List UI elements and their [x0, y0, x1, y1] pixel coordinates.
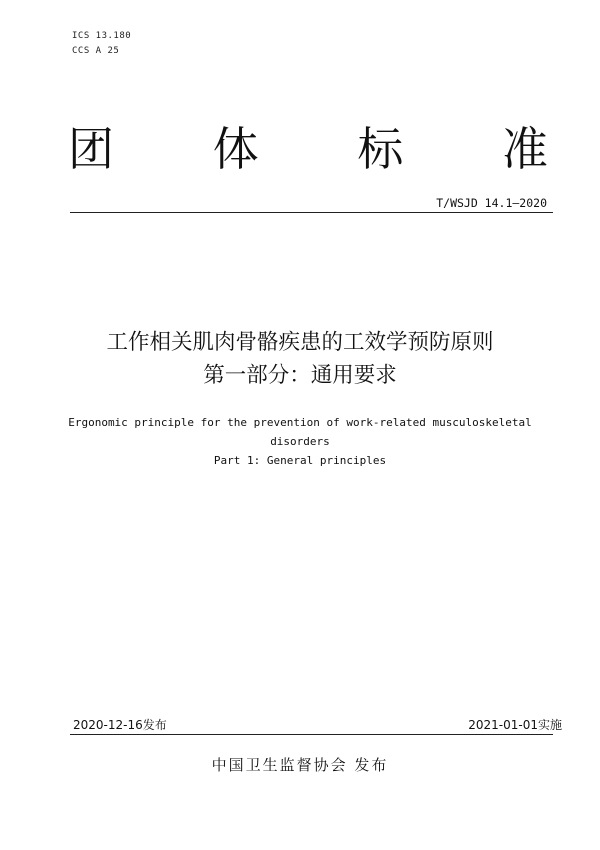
- standard-number: T/WSJD 14.1—2020: [436, 196, 547, 210]
- ics-code: ICS 13.180: [72, 31, 132, 41]
- implementation-date: 2021-01-01实施: [468, 718, 562, 732]
- chinese-title: [0, 326, 600, 392]
- chinese-title-line2: 第一部分：通用要求: [203, 363, 397, 388]
- heading-char: 体: [212, 122, 259, 176]
- english-title: [0, 413, 600, 470]
- top-divider: [70, 212, 553, 213]
- english-title-line3: Part 1: General principles: [213, 454, 387, 467]
- english-title-line1: Ergonomic principle for the prevention of work-related musculoskeletal: [68, 416, 532, 429]
- publisher: 中国卫生监督协会 发布: [211, 756, 389, 774]
- heading-char: 标: [357, 122, 404, 176]
- bottom-divider: [70, 734, 553, 735]
- english-title-line2: disorders: [270, 435, 330, 448]
- chinese-title-line1: 工作相关肌肉骨骼疾患的工效学预防原则: [106, 330, 494, 355]
- issue-date: 2020-12-16发布: [73, 718, 167, 732]
- heading-char: 团: [68, 122, 114, 176]
- ccs-code: CCS A 25: [72, 46, 120, 56]
- heading-char: 准: [501, 122, 548, 176]
- group-standard-heading: [68, 113, 548, 179]
